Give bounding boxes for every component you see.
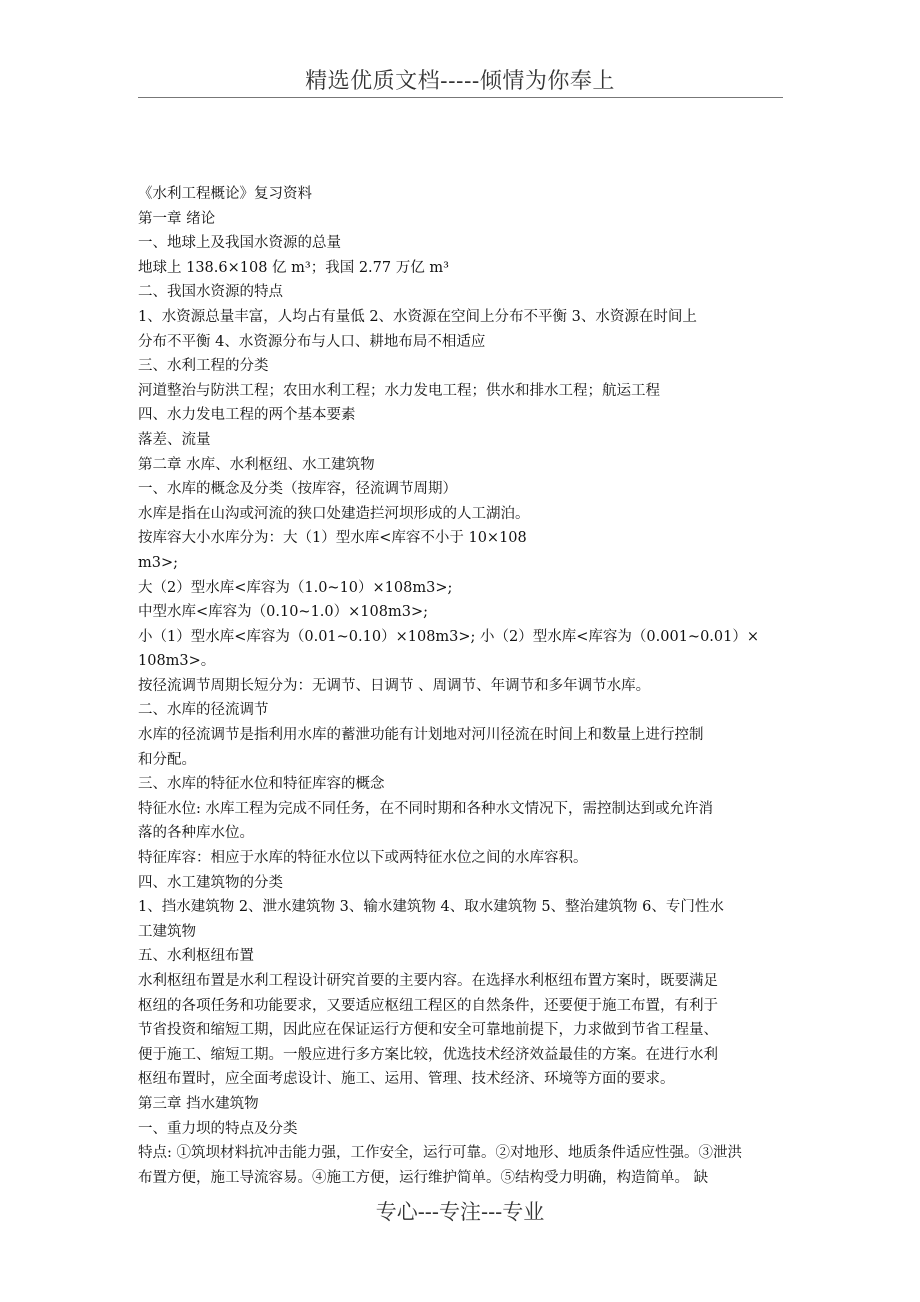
header-divider — [138, 97, 783, 98]
document-body — [138, 182, 784, 1190]
text-line: 枢纽布置时，应全面考虑设计、施工、运用、管理、技术经济、环境等方面的要求。 — [138, 1071, 675, 1088]
chapter-heading: 第二章 水库、水利枢纽、水工建筑物 — [138, 456, 375, 473]
text-line: 特点: ①筑坝材料抗冲击能力强，工作安全，运行可靠。②对地形、地质条件适应性强。③泄洪 — [138, 1145, 742, 1162]
section-heading: 四、水工建筑物的分类 — [138, 874, 283, 891]
section-heading: 二、水库的径流调节 — [138, 702, 269, 719]
section-heading: 一、地球上及我国水资源的总量 — [138, 235, 341, 252]
text-line: 水利枢纽布置是水利工程设计研究首要的主要内容。在选择水利枢纽布置方案时，既要满足 — [138, 973, 718, 989]
text-line: 1、水资源总量丰富，人均占有量低 2、水资源在空间上分布不平衡 3、水资源在时间上 — [138, 308, 697, 325]
section-heading: 五、水利枢纽布置 — [138, 948, 254, 965]
text-line: 河道整治与防洪工程；农田水利工程；水力发电工程；供水和排水工程；航运工程 — [138, 382, 660, 399]
text-line: 落的各种库水位。 — [138, 825, 254, 842]
section-heading: 一、水库的概念及分类（按库容，径流调节周期） — [138, 481, 457, 498]
text-line: 按库容大小水库分为：大（1）型水库<库容不小于 10×108 — [138, 530, 527, 547]
text-line: 工建筑物 — [138, 923, 196, 940]
text-line: 布置方便，施工导流容易。④施工方便，运行维护简单。⑤结构受力明确，构造简单。 缺 — [138, 1169, 709, 1186]
section-heading: 三、水库的特征水位和特征库容的概念 — [138, 776, 385, 793]
text-line: 中型水库<库容为（0.10~1.0）×108m3>; — [138, 604, 428, 621]
text-line: 水库的径流调节是指利用水库的蓄泄功能有计划地对河川径流在时间上和数量上进行控制 — [138, 727, 704, 744]
section-heading: 四、水力发电工程的两个基本要素 — [138, 407, 356, 424]
section-heading: 三、水利工程的分类 — [138, 358, 269, 375]
text-line: 1、挡水建筑物 2、泄水建筑物 3、输水建筑物 4、取水建筑物 5、整治建筑物 6、专门性水 — [138, 899, 724, 916]
text-line: m3>; — [138, 554, 179, 571]
page-footer: 专心---专注---专业 — [375, 1200, 545, 1224]
page-header: 精选优质文档-----倾情为你奉上 — [305, 69, 615, 94]
doc-title: 《水利工程概论》复习资料 — [138, 186, 312, 202]
text-line: 枢纽的各项任务和功能要求，又要适应枢纽工程区的自然条件，还要便于施工布置，有利于 — [138, 997, 718, 1014]
text-line: 特征库容：相应于水库的特征水位以下或两特征水位之间的水库容积。 — [138, 850, 588, 867]
text-line: 分布不平衡 4、水资源分布与人口、耕地布局不相适应 — [138, 333, 486, 350]
text-line: 108m3>。 — [138, 653, 216, 670]
chapter-heading: 第一章 绪论 — [138, 210, 216, 227]
text-line: 落差、流量 — [138, 431, 211, 448]
text-line: 大（2）型水库<库容为（1.0~10）×108m3>; — [138, 579, 453, 596]
section-heading: 二、我国水资源的特点 — [138, 284, 283, 301]
text-line: 按径流调节周期长短分为：无调节、日调节 、周调节、年调节和多年调节水库。 — [138, 677, 651, 694]
section-heading: 一、重力坝的特点及分类 — [138, 1120, 298, 1137]
text-line: 便于施工、缩短工期。一般应进行多方案比较，优选技术经济效益最佳的方案。在进行水利 — [138, 1046, 718, 1063]
text-line: 水库是指在山沟或河流的狭口处建造拦河坝形成的人工湖泊。 — [138, 505, 530, 522]
chapter-heading: 第三章 挡水建筑物 — [138, 1095, 259, 1112]
text-line: 和分配。 — [138, 751, 196, 768]
text-line: 小（1）型水库<库容为（0.01~0.10）×108m3>; 小（2）型水库<库容为（0.001~0.01）× — [138, 628, 760, 645]
text-line: 节省投资和缩短工期，因此应在保证运行方便和安全可靠地前提下，力求做到节省工程量、 — [138, 1022, 718, 1039]
text-line: 特征水位: 水库工程为完成不同任务，在不同时期和各种水文情况下，需控制达到或允许消 — [138, 800, 713, 817]
text-line: 地球上 138.6×108 亿 m³；我国 2.77 万亿 m³ — [138, 259, 449, 276]
